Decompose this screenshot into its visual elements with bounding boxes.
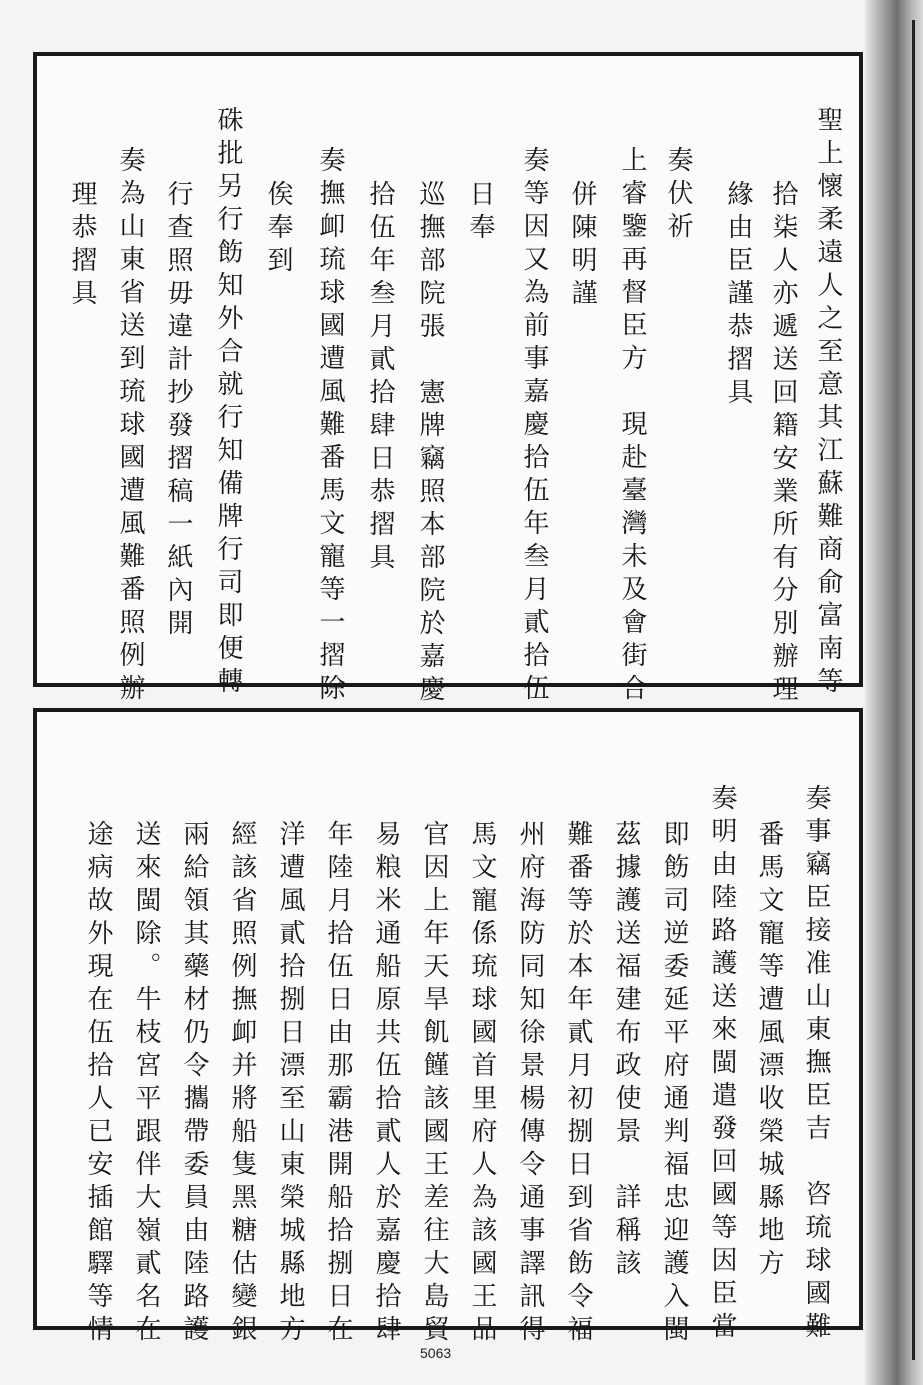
text-column: 易粮米通船原共伍拾貳人於嘉慶拾肆 <box>371 820 401 1348</box>
facing-page-border <box>912 20 915 1360</box>
text-column: 茲據護送福建布政使景 詳稱該 <box>611 820 641 1282</box>
text-column: 巡撫部院張 憲牌竊照本部院於嘉慶 <box>415 180 445 708</box>
text-column: 硃批另行飭知外合就行知備牌行司即便轉 <box>213 106 243 700</box>
text-column: 緣由臣謹恭摺具 <box>723 180 753 411</box>
page-number: 5063 <box>420 1345 452 1361</box>
text-column: 奏等因又為前事嘉慶拾伍年叁月貳拾伍 <box>519 146 549 707</box>
text-column: 上睿鑒再督臣方 現赴臺灣未及會街合 <box>617 146 647 707</box>
document-panel-bottom <box>33 708 863 1348</box>
text-column: 難番等於本年貳月初捌日到省飭令福 <box>563 820 593 1348</box>
text-column: 奏撫卹琉球國遭風難番馬文寵等一摺除 <box>315 146 345 707</box>
text-column: 官因上年天旱飢饉該國王差往大島貿 <box>419 820 449 1348</box>
text-column: 奏明由陸路護送來閩遣發回國等因臣當 <box>707 784 737 1345</box>
text-column: 番馬文寵等遭風漂收榮城縣地方 <box>754 820 784 1282</box>
text-column: 併陳明謹 <box>567 180 597 312</box>
text-column: 途病故外現在伍拾人已安插館驛等情 <box>83 820 113 1348</box>
text-column: 州府海防同知徐景楊傳令通事譯訊得 <box>515 820 545 1348</box>
document-panel-top <box>33 52 863 708</box>
text-column: 理恭摺具 <box>67 180 97 312</box>
text-column: 馬文寵係琉球國首里府人為該國王品 <box>467 820 497 1348</box>
text-column: 洋遭風貳拾捌日漂至山東榮城縣地方 <box>275 820 305 1348</box>
text-column: 俟奉到 <box>263 180 293 279</box>
text-column: 奏事竊臣接准山東撫臣吉 咨琉球國難 <box>801 784 831 1345</box>
text-column: 經該省照例撫卹并將船隻黑糖估變銀 <box>227 820 257 1348</box>
text-column: 年陸月拾伍日由那霸港開船拾捌日在 <box>323 820 353 1348</box>
text-column: 拾伍年叁月貳拾肆日恭摺具 <box>365 180 395 576</box>
text-column: 聖上懷柔遠人之至意其江蘇難商俞富南等 <box>813 106 843 700</box>
text-column: 拾柒人亦遞送回籍安業所有分別辦理 <box>768 180 798 708</box>
text-column: 奏伏祈 <box>663 146 693 245</box>
text-column: 送來閩除。牛枝宮平跟伴大嶺貳名在 <box>131 820 161 1348</box>
text-column: 即飭司逆委延平府通判福忠迎護入閩 <box>659 820 689 1348</box>
text-column: 兩給領其藥材仍令攜帶委員由陸路護 <box>179 820 209 1348</box>
text-column: 日奉 <box>465 180 495 246</box>
text-column: 行查照毋違計抄發摺稿一紙內開 <box>163 180 193 642</box>
text-column: 奏為山東省送到琉球國遭風難番照例辦 <box>115 146 145 707</box>
